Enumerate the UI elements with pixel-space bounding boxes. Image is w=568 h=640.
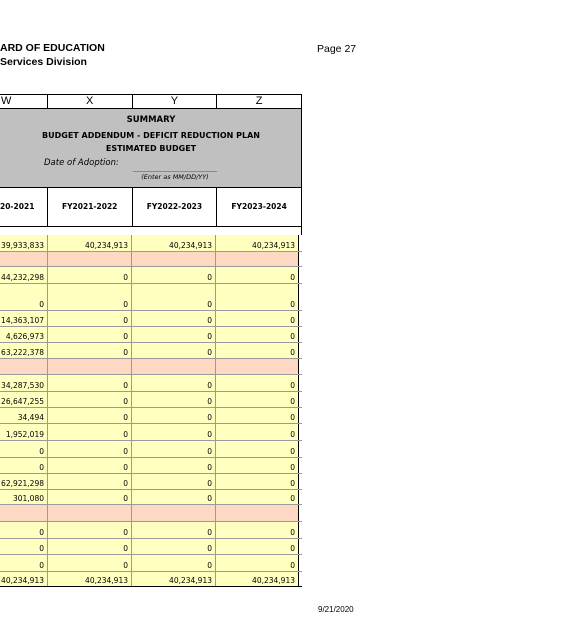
table-row — [0, 572, 302, 587]
cell-w[interactable]: 0 — [0, 441, 47, 457]
table-row — [0, 327, 302, 343]
table-row — [0, 539, 302, 555]
cell-z[interactable]: 0 — [215, 522, 299, 538]
cell-w[interactable]: 26,647,255 — [0, 392, 47, 407]
cell-y[interactable] — [131, 505, 215, 521]
table-row — [0, 252, 302, 267]
table-row — [0, 343, 302, 359]
table-row — [0, 408, 302, 424]
cell-y[interactable] — [131, 359, 215, 374]
cell-z[interactable]: 0 — [215, 555, 299, 571]
cell-z[interactable]: 0 — [215, 441, 299, 457]
cell-w[interactable]: 0 — [0, 539, 47, 554]
adoption-date-hint: (Enter as MM/DD/YY) — [141, 173, 209, 181]
cell-x[interactable]: 0 — [47, 392, 131, 407]
table-row — [0, 375, 302, 392]
cell-x[interactable]: 0 — [47, 555, 131, 571]
cell-w[interactable]: 0 — [0, 555, 47, 571]
cell-w[interactable]: 39,933,833 — [0, 235, 47, 251]
cell-y[interactable]: 0 — [131, 408, 215, 423]
spacer-row — [0, 227, 302, 235]
table-row — [0, 458, 302, 474]
cell-w[interactable] — [0, 252, 47, 266]
cell-x[interactable]: 0 — [47, 490, 131, 504]
cell-z[interactable]: 40,234,913 — [215, 235, 299, 251]
cell-z[interactable]: 0 — [215, 327, 299, 342]
cell-x[interactable]: 0 — [47, 474, 131, 489]
cell-x[interactable]: 0 — [47, 424, 131, 440]
cell-y[interactable] — [131, 252, 215, 266]
table-row — [0, 392, 302, 408]
cell-z[interactable]: 0 — [215, 474, 299, 489]
cell-x[interactable]: 40,234,913 — [47, 235, 131, 251]
cell-w[interactable]: 34,287,530 — [0, 375, 47, 391]
year-header-z: FY2023-2024 — [216, 188, 302, 226]
table-row — [0, 359, 302, 375]
column-letter-x[interactable]: X — [47, 95, 132, 108]
fiscal-year-header — [0, 188, 302, 227]
table-row — [0, 441, 302, 458]
column-letter-z[interactable]: Z — [216, 95, 302, 108]
cell-y[interactable]: 0 — [131, 539, 215, 554]
table-row — [0, 505, 302, 522]
adoption-date-field[interactable] — [133, 171, 217, 172]
table-row — [0, 311, 302, 327]
cell-y[interactable]: 0 — [131, 424, 215, 440]
column-letter-header — [0, 94, 302, 109]
cell-z[interactable]: 0 — [215, 343, 299, 358]
cell-z[interactable]: 0 — [215, 375, 299, 391]
cell-x[interactable]: 0 — [47, 284, 131, 310]
cell-y[interactable]: 0 — [131, 490, 215, 504]
report-title-line2: Services Division — [0, 56, 87, 68]
column-letter-y[interactable]: Y — [132, 95, 217, 108]
table-row — [0, 474, 302, 490]
cell-z[interactable] — [215, 505, 299, 521]
cell-x[interactable]: 40,234,913 — [47, 572, 131, 586]
summary-plan-title: BUDGET ADDENDUM - DEFICIT REDUCTION PLAN — [42, 131, 260, 140]
cell-z[interactable]: 0 — [215, 284, 299, 310]
cell-z[interactable] — [215, 359, 299, 374]
summary-block — [0, 109, 302, 188]
cell-y[interactable]: 0 — [131, 311, 215, 326]
cell-x[interactable]: 0 — [47, 522, 131, 538]
cell-y[interactable]: 0 — [131, 327, 215, 342]
column-letter-w[interactable]: W — [1, 95, 12, 107]
cell-w[interactable] — [0, 505, 47, 521]
year-header-y: FY2022-2023 — [132, 188, 217, 226]
cell-y[interactable]: 0 — [131, 458, 215, 473]
summary-estimated-budget: ESTIMATED BUDGET — [105, 144, 197, 153]
cell-x[interactable]: 0 — [47, 343, 131, 358]
table-row — [0, 555, 302, 572]
cell-y[interactable]: 0 — [131, 441, 215, 457]
cell-x[interactable]: 0 — [47, 441, 131, 457]
cell-w[interactable]: 301,080 — [0, 490, 47, 504]
cell-z[interactable]: 0 — [215, 408, 299, 423]
cell-y[interactable]: 0 — [131, 343, 215, 358]
table-row — [0, 490, 302, 505]
cell-z[interactable]: 40,234,913 — [215, 572, 299, 586]
cell-w[interactable]: 0 — [0, 522, 47, 538]
report-title-line1: ARD OF EDUCATION — [0, 42, 105, 54]
cell-y[interactable]: 40,234,913 — [131, 572, 215, 586]
table-row — [0, 267, 302, 284]
year-header-w: 20-2021 — [0, 202, 35, 211]
cell-w[interactable]: 40,234,913 — [0, 572, 47, 586]
cell-y[interactable]: 40,234,913 — [131, 235, 215, 251]
cell-y[interactable]: 0 — [131, 555, 215, 571]
cell-w[interactable]: 14,363,107 — [0, 311, 47, 326]
cell-y[interactable]: 0 — [131, 392, 215, 407]
cell-z[interactable]: 0 — [215, 458, 299, 473]
cell-y[interactable]: 0 — [131, 474, 215, 489]
cell-x[interactable]: 0 — [47, 458, 131, 473]
spreadsheet — [0, 94, 302, 587]
cell-w[interactable]: 62,921,298 — [0, 474, 47, 489]
summary-heading: SUMMARY — [126, 115, 176, 125]
cell-w[interactable]: 63,222,378 — [0, 343, 47, 358]
year-header-x: FY2021-2022 — [47, 188, 132, 226]
cell-z[interactable]: 0 — [215, 490, 299, 504]
cell-x[interactable]: 0 — [47, 408, 131, 423]
cell-x[interactable] — [47, 252, 131, 266]
cell-x[interactable]: 0 — [47, 375, 131, 391]
cell-y[interactable]: 0 — [131, 284, 215, 310]
cell-z[interactable]: 0 — [215, 267, 299, 283]
cell-w[interactable]: 1,952,019 — [0, 424, 47, 440]
cell-x[interactable]: 0 — [47, 311, 131, 326]
cell-w[interactable]: 0 — [0, 458, 47, 473]
cell-z[interactable]: 0 — [215, 311, 299, 326]
cell-z[interactable]: 0 — [215, 424, 299, 440]
cell-x[interactable]: 0 — [47, 539, 131, 554]
cell-w[interactable]: 44,232,298 — [0, 267, 47, 283]
cell-w[interactable] — [0, 359, 47, 374]
cell-w[interactable]: 34,494 — [0, 408, 47, 423]
footer-date: 9/21/2020 — [318, 605, 354, 614]
cell-x[interactable] — [47, 359, 131, 374]
data-rows — [0, 235, 302, 587]
adoption-date-label: Date of Adoption: — [44, 158, 119, 168]
cell-w[interactable]: 0 — [0, 284, 47, 310]
cell-z[interactable]: 0 — [215, 392, 299, 407]
cell-y[interactable]: 0 — [131, 375, 215, 391]
cell-z[interactable]: 0 — [215, 539, 299, 554]
table-row — [0, 235, 302, 252]
table-row — [0, 522, 302, 539]
cell-x[interactable]: 0 — [47, 267, 131, 283]
page-number: Page 27 — [317, 43, 357, 55]
cell-x[interactable] — [47, 505, 131, 521]
cell-x[interactable]: 0 — [47, 327, 131, 342]
cell-w[interactable]: 4,626,973 — [0, 327, 47, 342]
table-row — [0, 284, 302, 311]
table-row — [0, 424, 302, 441]
cell-y[interactable]: 0 — [131, 267, 215, 283]
cell-z[interactable] — [215, 252, 299, 266]
cell-y[interactable]: 0 — [131, 522, 215, 538]
